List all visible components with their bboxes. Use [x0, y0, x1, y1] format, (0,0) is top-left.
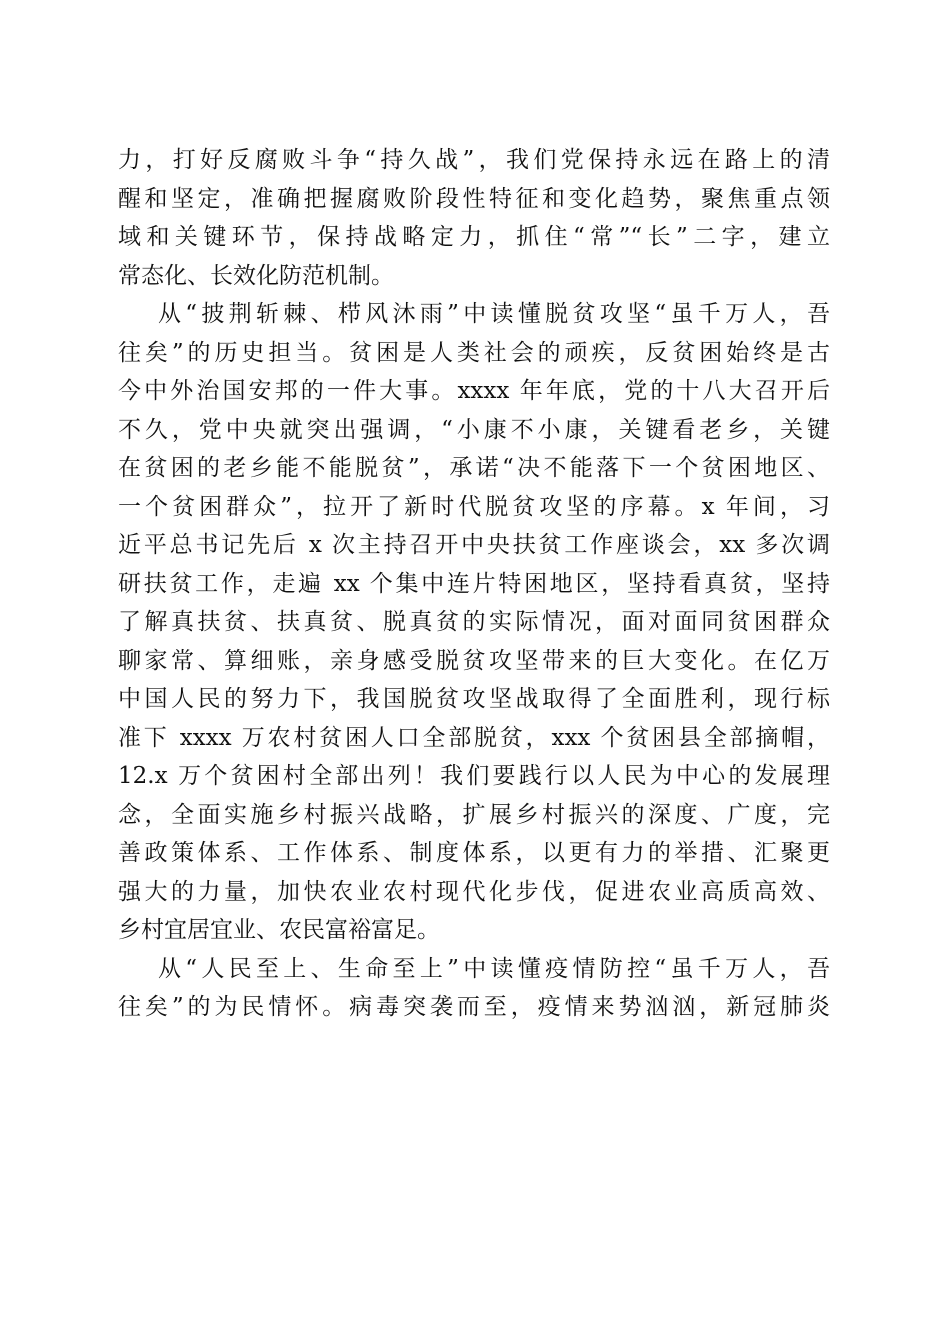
paragraph-start-line: 从“人民至上、生命至上”中读懂疫情防控“虽千万人，吾	[158, 955, 830, 982]
text-line: 准下 xxxx 万农村贫困人口全部脱贫，xxx 个贫困县全部摘帽，	[118, 724, 830, 751]
text-line: 常态化、长效化防范机制。	[118, 262, 394, 289]
text-line: 今中外治国安邦的一件大事。xxxx 年年底，党的十八大召开后	[118, 378, 830, 404]
text-line: 善政策体系、工作体系、制度体系，以更有力的举措、汇聚更	[118, 840, 830, 866]
text-line: 12.x 万个贫困村全部出列！我们要践行以人民为中心的发展理	[118, 763, 830, 789]
text-line: 醒和坚定，准确把握腐败阶段性特征和变化趋势，聚焦重点领	[118, 185, 830, 212]
document-body	[118, 141, 830, 1027]
text-line: 中国人民的努力下，我国脱贫攻坚战取得了全面胜利，现行标	[118, 686, 830, 712]
text-line: 域和关键环节，保持战略定力，抓住“常”“长”二字，建立	[118, 224, 830, 250]
text-line: 聊家常、算细账，亲身感受脱贫攻坚带来的巨大变化。在亿万	[118, 647, 830, 674]
text-line: 力，打好反腐败斗争“持久战”，我们党保持永远在路上的清	[118, 147, 830, 173]
text-line: 念，全面实施乡村振兴战略，扩展乡村振兴的深度、广度，完	[118, 801, 830, 828]
paragraph-start-line: 从“披荆斩棘、栉风沐雨”中读懂脱贫攻坚“虽千万人，吾	[158, 301, 830, 327]
text-line: 不久，党中央就突出强调，“小康不小康，关键看老乡，关键	[118, 416, 830, 443]
text-line: 往矣”的为民情怀。病毒突袭而至，疫情来势汹汹，新冠肺炎	[118, 994, 830, 1020]
text-line: 近平总书记先后 x 次主持召开中央扶贫工作座谈会，xx 多次调	[118, 532, 830, 558]
text-line: 乡村宜居宜业、农民富裕富足。	[118, 917, 440, 943]
text-line: 了解真扶贫、扶真贫、脱真贫的实际情况，面对面同贫困群众	[118, 609, 830, 635]
text-line: 强大的力量，加快农业农村现代化步伐，促进农业高质高效、	[118, 878, 830, 905]
text-line: 往矣”的历史担当。贫困是人类社会的顽疾，反贫困始终是古	[118, 339, 830, 366]
text-line: 在贫困的老乡能不能脱贫”，承诺“决不能落下一个贫困地区、	[118, 455, 830, 481]
text-line: 一个贫困群众”，拉开了新时代脱贫攻坚的序幕。x 年间，习	[118, 493, 830, 520]
text-line: 研扶贫工作，走遍 xx 个集中连片特困地区，坚持看真贫，坚持	[118, 570, 830, 597]
